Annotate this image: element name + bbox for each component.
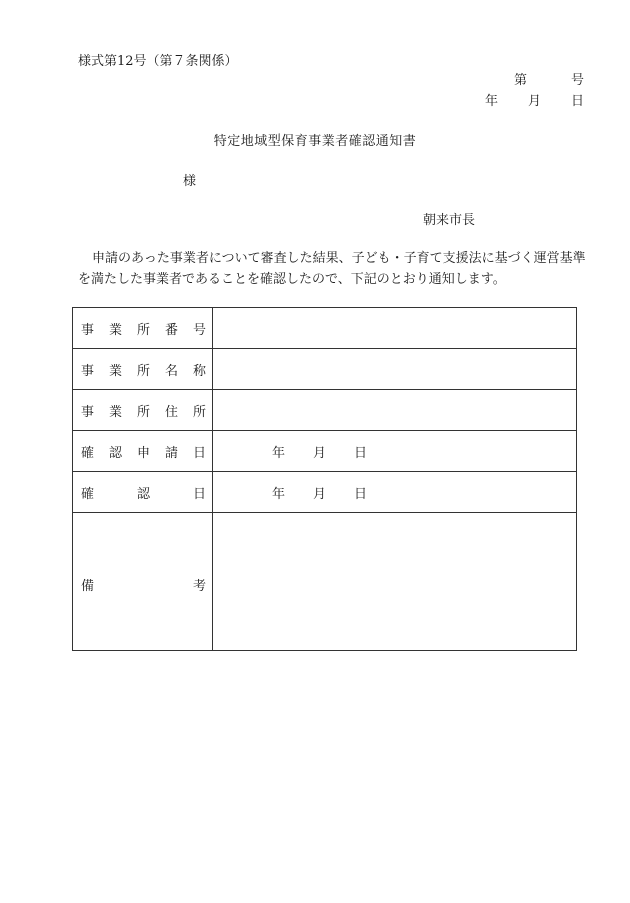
table-row-office-name — [73, 349, 577, 390]
table-row-application-date — [73, 431, 577, 472]
label-office-address — [73, 390, 213, 431]
confirmation-date-month: 月 — [313, 486, 327, 502]
body-text: 申請のあった事業者について審査した結果、子ども・子育て支援法に基づく運営基準を満たした事業者であることを確認したので、下記のとおり通知します。 — [78, 251, 586, 287]
label-char: 認 — [108, 445, 122, 461]
label-char: 申 — [136, 445, 150, 461]
issue-date-year: 年 — [484, 94, 498, 109]
table-row-office-address — [73, 390, 577, 431]
document-number-prefix: 第 — [513, 73, 527, 88]
label-char: 所 — [192, 404, 206, 420]
label-char: 所 — [136, 322, 150, 338]
value-office-address[interactable] — [213, 390, 577, 431]
label-char: 所 — [136, 363, 150, 379]
label-char: 業 — [108, 363, 122, 379]
confirmation-date-year: 年 — [272, 486, 286, 502]
label-char: 業 — [108, 322, 122, 338]
label-application-date — [73, 431, 213, 472]
label-confirmation-date — [73, 472, 213, 513]
application-date-month: 月 — [313, 445, 327, 461]
label-char: 所 — [136, 404, 150, 420]
table-row-remarks — [73, 513, 577, 651]
application-date-day: 日 — [354, 445, 368, 461]
label-char: 称 — [192, 363, 206, 379]
table-row-confirmation-date — [73, 472, 577, 513]
application-date-year: 年 — [272, 445, 286, 461]
label-office-number — [73, 308, 213, 349]
label-char: 名 — [164, 363, 178, 379]
label-char: 住 — [164, 404, 178, 420]
value-office-number[interactable] — [213, 308, 577, 349]
document-title: 特定地域型保育事業者確認通知書 — [213, 134, 417, 149]
form-number: 様式第12号（第７条関係） — [78, 54, 238, 69]
table-row-office-number — [73, 308, 577, 349]
issue-date — [485, 90, 584, 109]
label-char: 認 — [136, 486, 150, 502]
label-char: 事 — [81, 363, 95, 379]
document-number — [514, 69, 584, 88]
label-char: 日 — [192, 445, 206, 461]
label-char: 備 — [81, 579, 95, 594]
label-char: 事 — [81, 322, 95, 338]
label-char: 確 — [81, 486, 95, 502]
label-char: 業 — [108, 404, 122, 420]
label-char: 番 — [164, 322, 178, 338]
document-number-suffix: 号 — [570, 73, 584, 88]
value-remarks[interactable] — [213, 513, 577, 651]
issue-date-month: 月 — [527, 94, 541, 109]
value-confirmation-date[interactable] — [213, 472, 577, 513]
issuer: 朝来市長 — [423, 213, 476, 228]
confirmation-date-day: 日 — [354, 486, 368, 502]
label-remarks — [73, 513, 213, 651]
issue-date-day: 日 — [570, 94, 584, 109]
value-office-name[interactable] — [213, 349, 577, 390]
label-char: 日 — [192, 486, 206, 502]
label-char: 考 — [192, 579, 206, 594]
label-char: 事 — [81, 404, 95, 420]
label-char: 請 — [164, 445, 178, 461]
label-office-name — [73, 349, 213, 390]
label-char: 確 — [81, 445, 95, 461]
label-char: 号 — [192, 322, 206, 338]
confirmation-table — [72, 307, 577, 651]
addressee: 様 — [183, 174, 197, 189]
value-application-date[interactable] — [213, 431, 577, 472]
